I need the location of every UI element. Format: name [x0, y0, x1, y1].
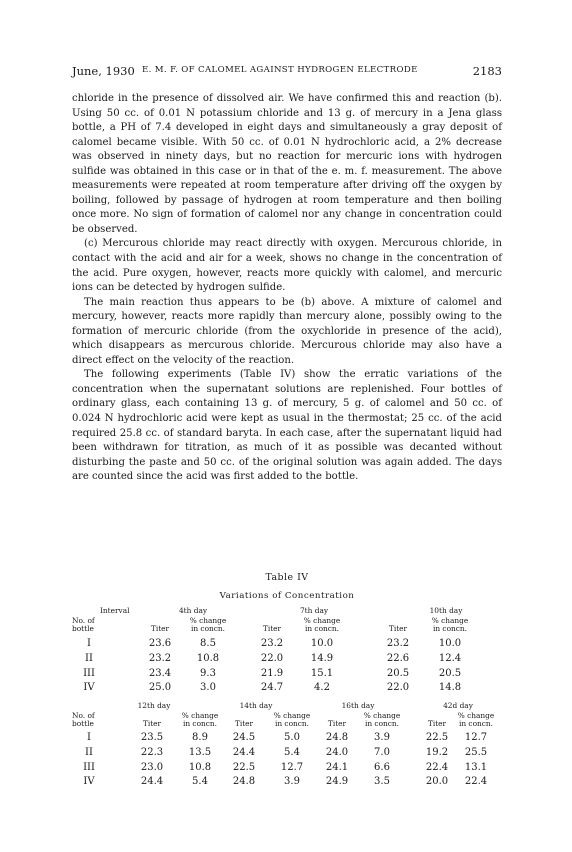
table-cell: 3.0: [200, 682, 216, 694]
table-cell: 20.5: [386, 667, 410, 679]
table-cell: 13.1: [464, 761, 488, 773]
bottle-number: II: [85, 652, 93, 664]
table-cell: 12.4: [438, 652, 462, 664]
table-cell: 22.0: [386, 682, 410, 694]
bottle-number: III: [83, 761, 95, 773]
bottle-number: III: [83, 667, 95, 679]
pct-header-line-2: in concn.: [182, 719, 218, 728]
table-cell: 23.2: [260, 638, 284, 649]
table-cell: 22.5: [425, 732, 449, 743]
table-cell: 10.0: [310, 638, 334, 649]
table-cell: 15.1: [310, 667, 334, 679]
pct-header-line-1: % change: [181, 711, 219, 720]
table-cell: 24.0: [325, 746, 349, 758]
table-cell: 24.4: [232, 746, 256, 758]
table-cell: 3.5: [374, 776, 390, 788]
table-cell: 13.5: [188, 746, 212, 758]
pct-header-line-1: % change: [431, 616, 469, 625]
pct-header-line-1: % change: [303, 616, 341, 625]
table-cell: 22.5: [232, 761, 256, 773]
table-cell: 22.4: [464, 776, 488, 788]
paragraph: (c) Mercurous chloride may react directly with oxygen. Mercurous chloride, in contact with the acid and air for a week, shows no change in the concentration of the acid. Pure oxygen, however, reacts more quickly with calomel, and mercuric ions can be detected by hydrogen sulfide.: [72, 238, 502, 294]
titer-header: Titer: [388, 624, 408, 633]
table-cell: 5.0: [284, 732, 300, 743]
titer-header: Titer: [142, 719, 162, 728]
table-cell: 7.0: [374, 746, 390, 758]
paragraph: The main reaction thus appears to be (b) above. A mixture of calomel and mercury, however, reacts more rapidly than mercury alone, possibly owing to the formation of mercuric chloride (from the oxychloride in presence of the acid), which disappears as mercurous chloride. Mercurous chloride may also have a direct effect on the velocity of the reaction.: [72, 296, 502, 366]
pct-header-line-2: in concn.: [190, 624, 226, 633]
table-cell: 25.5: [464, 746, 488, 758]
pct-header-line-2: in concn.: [458, 719, 494, 728]
titer-header: Titer: [234, 719, 254, 728]
paragraph: The following experiments (Table IV) show the erratic variations of the concentration when the supernatant solutions are replenished. Four bottles of ordinary glass, each containing 13 g. of mercury, 5 g. of calomel and 50 cc. of 0.024 N hydrochloric acid were kept as usual in the thermostat; 25 cc. of the acid required 25.8 cc. of standard baryta. In each case, after the supernatant liquid had been withdrawn for titration, as much of it as possible was decanted without disturbing the paste and 50 cc. of the original solution was again added. The days are counted since the acid was first added to the bottle.: [72, 369, 502, 483]
table-cell: 20.5: [438, 667, 462, 679]
bottle-header-line-1: No. of: [72, 711, 95, 720]
table-cell: 24.5: [232, 732, 256, 743]
period-header: 4th day: [178, 606, 208, 615]
table-cell: 23.2: [148, 652, 172, 664]
bottle-header-line-2: bottle: [72, 719, 94, 728]
table-cell: 9.3: [200, 667, 216, 679]
table-cell: 3.9: [284, 776, 300, 788]
running-head: [72, 64, 502, 80]
issue-date: June, 1930: [72, 64, 135, 78]
table-cell: 5.4: [192, 776, 208, 788]
table-cell: 6.6: [374, 761, 390, 773]
table-cell: 8.5: [200, 638, 216, 649]
period-header: 10th day: [429, 606, 463, 615]
period-header: 12th day: [137, 701, 171, 710]
table-title: Table IV: [265, 572, 309, 583]
pct-header-line-2: in concn.: [432, 624, 468, 633]
titer-header: Titer: [327, 719, 347, 728]
table-cell: 21.9: [260, 667, 284, 679]
table-cell: 22.3: [140, 746, 164, 758]
table-cell: 24.8: [325, 732, 349, 743]
table-cell: 22.0: [260, 652, 284, 664]
interval-label: Interval: [100, 606, 130, 615]
titer-header: Titer: [427, 719, 447, 728]
table-cell: 23.6: [148, 638, 172, 649]
bottle-header-line-1: No. of: [72, 616, 95, 625]
table-cell: 23.4: [148, 667, 172, 679]
table-cell: 12.7: [464, 732, 488, 743]
page-number: 2183: [472, 64, 502, 78]
pct-header-line-2: in concn.: [304, 624, 340, 633]
pct-header-line-2: in concn.: [364, 719, 400, 728]
table-cell: 10.0: [438, 638, 462, 649]
table-cell: 19.2: [425, 746, 449, 758]
table-cell: 14.9: [310, 652, 334, 664]
table-cell: 10.8: [196, 652, 220, 664]
table-cell: 14.8: [438, 682, 462, 694]
table-cell: 24.7: [260, 682, 284, 694]
table-cell: 23.0: [140, 761, 164, 773]
bottle-header-line-2: bottle: [72, 624, 94, 633]
bottle-number: I: [87, 732, 91, 743]
period-header: 16th day: [341, 701, 375, 710]
table-cell: 3.9: [374, 732, 390, 743]
period-header: 14th day: [239, 701, 273, 710]
bottle-number: IV: [83, 682, 95, 694]
table-cell: 20.0: [425, 776, 449, 788]
bottle-number: I: [87, 638, 91, 649]
period-header: 7th day: [299, 606, 329, 615]
table-cell: 22.6: [386, 652, 410, 664]
table-cell: 22.4: [425, 761, 449, 773]
pct-header-line-1: % change: [189, 616, 227, 625]
table-cell: 5.4: [284, 746, 300, 758]
pct-header-line-2: in concn.: [274, 719, 310, 728]
pct-header-line-1: % change: [273, 711, 311, 720]
table-cell: 24.1: [325, 761, 349, 773]
table-caption: Variations of Concentration: [219, 591, 355, 601]
table-cell: 12.7: [280, 761, 304, 773]
running-title: E. M. F. OF CALOMEL AGAINST HYDROGEN ELECTRODE: [142, 65, 418, 75]
bottle-number: IV: [83, 776, 95, 788]
table-cell: 23.5: [140, 732, 164, 743]
pct-header-line-1: % change: [457, 711, 495, 720]
table-cell: 8.9: [192, 732, 208, 743]
table-cell: 24.9: [325, 776, 349, 788]
table-cell: 23.2: [386, 638, 410, 649]
period-header: 42d day: [443, 701, 473, 710]
table-cell: 24.8: [232, 776, 256, 788]
bottle-number: II: [85, 746, 93, 758]
pct-header-line-1: % change: [363, 711, 401, 720]
paragraph: chloride in the presence of dissolved air. We have confirmed this and reaction (b). Using 50 cc. of 0.01 N potassium chloride and 13 g. of mercury in a Jena glass bottle, a PH of 7.4 developed in eight days and simultaneously a gray deposit of calomel became visible. With 50 cc. of 0.01 N hydrochloric acid, a 2% decrease was observed in ninety days, but no reaction for mercuric ions with hydrogen sulfide was obtained in this case or in that of the e. m. f. measurement. The above measurements were repeated at room temperature after driving off the oxygen by boiling, followed by passage of hydrogen at room temperature and then boiling once more. No sign of formation of calomel nor any change in concentration could be observed.: [72, 93, 502, 235]
table-cell: 10.8: [188, 761, 212, 773]
titer-header: Titer: [150, 624, 170, 633]
table-cell: 4.2: [314, 682, 330, 694]
titer-header: Titer: [262, 624, 282, 633]
body-text: [72, 92, 502, 485]
table-cell: 25.0: [148, 682, 172, 694]
table-cell: 24.4: [140, 776, 164, 788]
